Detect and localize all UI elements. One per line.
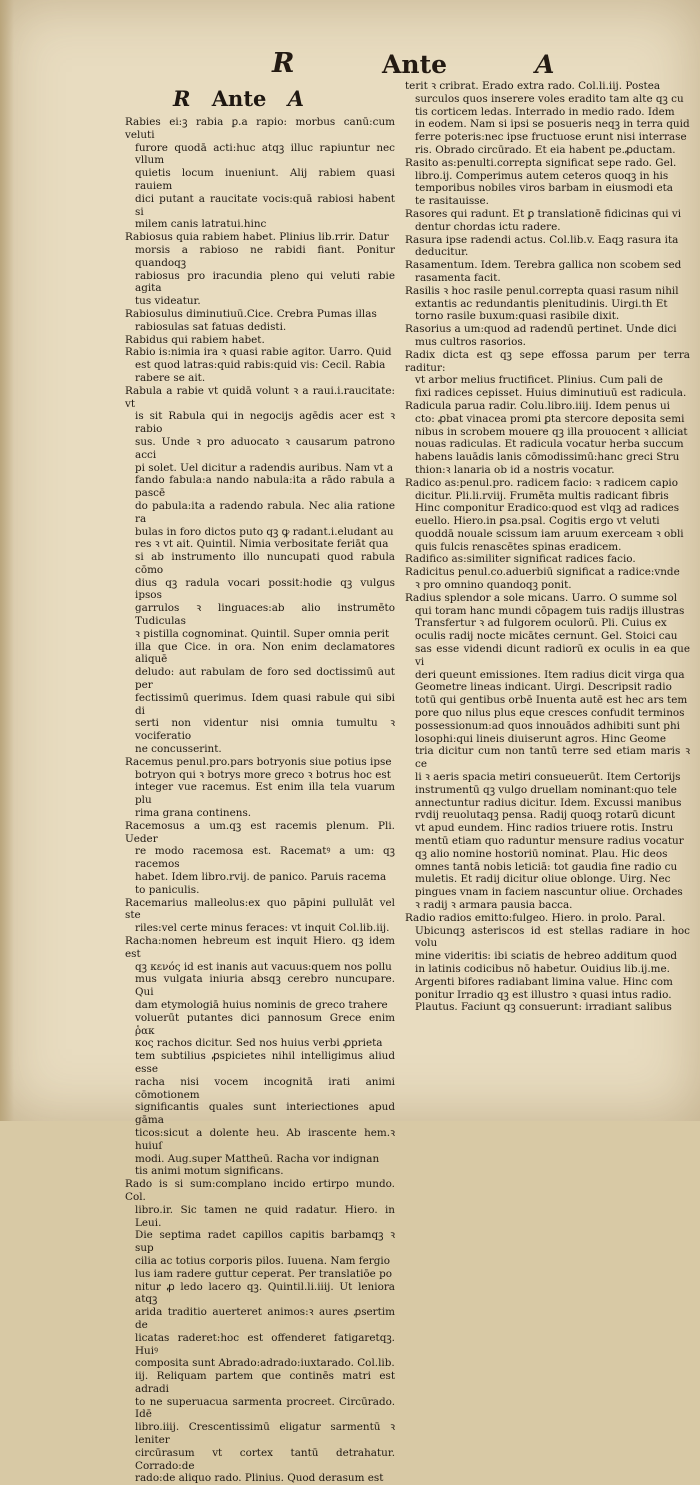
entry-text-line: ponitur Irradio qꝫ est illustro ꝛ quasi intus radio. (415, 988, 672, 1001)
entry-text-line: qui toram hanc mundi cōpagem tuis radijs illustras (415, 604, 685, 617)
entry-text-line: li ꝛ aeris spacia metiri consueuerūt. Item Certorijs (415, 771, 681, 784)
entry-text-line: deri queunt emissiones. Item radius dicit virga qua (415, 668, 685, 681)
entry-text-line: circūrasum vt cortex tantū detrahatur. Corrado:de (135, 1446, 395, 1472)
entry-headword-line: Rasilis ꝛ hoc rasile penul.correpta quasi rasum nihil (405, 284, 679, 297)
entry-text-line: oculis radij nocte micātes cernunt. Gel. Stoici cau (415, 630, 678, 643)
dictionary-entry (405, 208, 690, 234)
entry-headword-line: Racemus penul.pro.pars botryonis siue potius ipse (125, 755, 392, 768)
entry-text-line: extantis ac redundantis plenitudinis. Uirgi.th Et (415, 297, 668, 310)
dictionary-entry (405, 323, 690, 349)
entry-text-line: arida traditio auerteret animos:ꝛ aures ꝓsertim de (135, 1306, 395, 1331)
entry-text-line: si ab instrumento illo nuncupati quod rabula cōmo (135, 551, 395, 576)
entry-text-line: annectuntur radius dicitur. Idem. Excussi manibus (415, 796, 682, 809)
entry-text-line: composita sunt Abrado:adrado:iuxtarado. Col.lib. (135, 1357, 395, 1370)
running-head (0, 44, 700, 84)
column-head-word: Ante (211, 86, 267, 111)
entry-headword-line: Rabiosus quia rabiem habet. Plinius lib.rrir. Datur (125, 231, 389, 244)
entry-text-line: vt arbor melius fructificet. Plinius. Cum pali de (415, 374, 663, 387)
entry-headword-line: Racemarius malleolus:ex quo pāpini pullulāt vel ste (125, 896, 395, 922)
dictionary-entry (405, 553, 690, 566)
running-head-word: Ante (382, 50, 448, 79)
entry-text-line: fectissimū querimus. Idem quasi rabule qui sibi di (135, 691, 395, 717)
entry-text-line: is sit Rabula qui in negocijs agēdis acer est ꝛ rabio (135, 410, 395, 436)
entry-text-line: res ꝛ vt ait. Quintil. Nimia verbositate feriāt qua (135, 538, 389, 551)
entry-text-line: cilia ac totius corporis pilos. Iuuena. Nam fergio (135, 1254, 390, 1267)
entry-headword-line: Rabidus qui rabiem habet. (125, 333, 265, 346)
entry-headword-line: Rabiosulus diminutiuū.Cice. Crebra Pumas illas (125, 307, 377, 320)
entry-text-line: thion:ꝛ lanaria ob id a nostris vocatur. (415, 463, 615, 476)
dictionary-entry (125, 897, 395, 935)
entry-text-line: nouas radiculas. Et radicula vocatur herba succum (415, 438, 684, 451)
entry-text-line: libro.ir. Sic tamen ne quid radatur. Hiero. in Leui. (135, 1203, 395, 1229)
entry-text-line: Geometre lineas indicant. Uirgi. Descripsit radio (415, 681, 672, 694)
entry-text-line: pingues vnam in faciem nascuntur oliue. Orchades (415, 886, 683, 899)
entry-text-line: Hinc componitur Eradico:quod est vlqꝫ ad radices (415, 502, 680, 515)
entry-text-line: rabiosulas sat fatuas dedisti. (135, 320, 287, 333)
entry-text-line: rasamenta facit. (415, 271, 501, 284)
entry-text-line: te rasitauisse. (415, 195, 489, 208)
entry-text-line: tria dicitur cum non tantū terre sed etiam maris ꝛ ce (415, 745, 690, 771)
entry-text-line: tis animi motum significans. (135, 1165, 284, 1178)
entry-text-line: lus iam radere guttur ceperat. Per translatiōe po (135, 1267, 393, 1280)
entry-text-line: tus videatur. (135, 295, 201, 308)
dictionary-entry (125, 1178, 395, 1485)
entry-text-line: surculos quos inserere voles eradito tam alte qꝫ cu (415, 92, 684, 105)
entry-headword-line: Rabies ei:ꝫ rabia ꝑ.a rapio: morbus canū:cum veluti (125, 116, 395, 141)
entry-text-line: dius qꝫ radula vocari possit:hodie qꝫ vulgus ipsos (135, 576, 395, 602)
entry-text-line: dici putant a raucitate vocis:quā rabiosi habent si (135, 192, 395, 218)
entry-headword-line: Rasores qui radunt. Et ꝑ translationē fidicinas qui vi (405, 207, 682, 220)
entry-text-line: Plautus. Faciunt qꝫ consuerunt: irradiant salibus (415, 1001, 672, 1014)
dictionary-entry (405, 80, 690, 157)
entry-text-line: botryon qui ꝛ botrys more greco ꝛ botrus hoc est (135, 768, 391, 781)
entry-headword-line: Rado is si sum:complano incido ertirpo mundo. Col. (125, 1178, 395, 1203)
entry-text-line: milem canis latratui.hinc (135, 218, 267, 231)
entry-text-line: deludo: aut rabulam de foro sed doctissimū aut per (135, 666, 395, 692)
entry-text-line: Die septima radet capillos capitis barbamqꝫ ꝛ sup (135, 1229, 395, 1255)
page-gutter-shadow (0, 0, 14, 1121)
entry-text-line: furore quodā acti:huc atqꝫ illuc rapiuntur nec vllum (135, 141, 395, 167)
entry-text-line: ꝛ pistilla cognominat. Quintil. Super omnia perit (135, 627, 390, 640)
entry-text-line: mentū etiam quo raduntur mensure radius vocatur (415, 835, 684, 848)
entry-text-line: qꝫ κενός id est inanis aut vacuus:quem nos pollu (135, 960, 392, 973)
entry-text-line: licatas raderet:hoc est offenderet fatigaretqꝫ. Huiꝰ (135, 1331, 395, 1357)
entry-headword-line: Radix dicta est qꝫ sepe effossa parum per terra raditur: (405, 348, 690, 374)
entry-text-line: rabere se ait. (135, 371, 206, 384)
dictionary-entry (405, 259, 690, 285)
dictionary-entry (405, 349, 690, 400)
entry-text-line: habens lauādis lanis cōmodissimū:hanc greci Stru (415, 451, 680, 464)
entry-text-line: libro.iiij. Crescentissimū eligatur sarmentū ꝛ leniter (135, 1421, 395, 1447)
entry-text-line: quis fulcis renascētes spinas eradicem. (415, 540, 622, 553)
entry-text-line: mus vulgata iniuria absqꝫ cerebro nuncupare. Qui (135, 973, 395, 999)
column-head (173, 86, 395, 112)
entry-text-line: fixi radices cepisset. Huius diminutiuū est radicula. (415, 387, 687, 400)
entry-text-line: dam etymologiā huius nominis de greco trahere (135, 998, 388, 1011)
dictionary-entry (405, 566, 690, 592)
entry-text-line: sus. Unde ꝛ pro aduocato ꝛ causarum patrono acci (135, 435, 395, 461)
entry-text-line: in eodem. Nam si ipsi se posueris neqꝫ in terra quid (415, 118, 690, 131)
entry-text-line: muletis. Et radij dicitur oliue oblonge. Uirg. Nec (415, 873, 671, 886)
entry-text-line: possessionum:ad quos innouādos adhibiti sunt phi (415, 719, 680, 732)
entry-text-line: significantis quales sunt interiectiones apud gāma (135, 1101, 395, 1127)
entry-text-line: ticos:sicut a dolente heu. Ab irascente hem.ꝛ huiuſ (135, 1126, 395, 1152)
entry-text-line: ris. Obrado circūrado. Et eia habent pe.ꝓductam. (415, 143, 676, 156)
right-column-entries (405, 80, 690, 1014)
entry-text-line: qꝫ alio nomine hostoriū nominat. Plau. Hic deos (415, 847, 668, 860)
entry-headword-line: Rasorius a um:quod ad radendū pertinet. Unde dici (405, 323, 677, 336)
entry-headword-line: Racha:nomen hebreum est inquit Hiero. qꝫ idem est (125, 935, 395, 960)
entry-text-line: mus cultros rasorios. (415, 335, 526, 348)
entry-text-line: euello. Hiero.in ꝑsa.psal. Cogitis ergo vt veluti (415, 515, 660, 528)
entry-headword-line: Radifico as:similiter significat radices facio. (405, 553, 636, 566)
entry-text-line: racha nisi vocem incognitā irati animi cōmotionem (135, 1075, 395, 1101)
dictionary-entry (405, 592, 690, 912)
entry-text-line: ferre poteris:nec ipse fructuose erunt nisi interrase (415, 131, 687, 144)
entry-text-line: vt apud eundem. Hinc radios triuere rotis. Instru (415, 822, 674, 835)
entry-text-line: to paniculis. (135, 883, 200, 896)
entry-headword-line: Radius splendor a sole micans. Uarro. O summe sol (405, 591, 678, 604)
entry-text-line: Ubicunqꝫ asteriscos id est stellas radiare in hoc volu (415, 924, 690, 950)
left-column (125, 86, 395, 1485)
entry-text-line: garrulos ꝛ linguaces:ab alio instrumēto Tudiculas (135, 602, 395, 628)
dictionary-entry (125, 385, 395, 756)
entry-headword-line: Rabula a rabie vt quidā volunt ꝛ a raui.i.raucitate: vt (125, 384, 395, 410)
dictionary-entry (125, 756, 395, 820)
entry-text-line: ꝛ radij ꝛ armara pausia bacca. (415, 899, 573, 911)
entry-text-line: κος rachos dicitur. Sed nos huius verbi ꝓprieta (135, 1037, 383, 1050)
dictionary-entry (125, 935, 395, 1178)
entry-text-line: est quod latras:quid rabis:quid vis: Cecil. Rabia (135, 359, 386, 372)
entry-text-line: sas esse videndi dicunt radiorū ex oculis in ea que vi (415, 643, 690, 668)
entry-text-line: mine videritis: ibi sciatis de hebreo additum quod (415, 950, 678, 963)
left-column-entries (125, 116, 395, 1485)
entry-text-line: riles:vel certe minus feraces: vt inquit Col.lib.iij. (135, 922, 390, 935)
entry-headword-line: Radicitus penul.co.aduerbiū significat a radice:vnde (405, 566, 680, 579)
entry-text-line: ꝛ pro omnino quandoqꝫ ponit. (415, 579, 572, 592)
entry-text-line: rima grana continens. (135, 807, 252, 820)
entry-text-line: serti non videntur nisi omnia tumultu ꝛ vociferatio (135, 717, 395, 743)
entry-text-line: deducitur. (415, 246, 469, 259)
column-head-letter-right: A (287, 86, 304, 111)
dictionary-entry (125, 346, 395, 384)
entry-text-line: dentur chordas ictu radere. (415, 220, 561, 233)
entry-text-line: totū qui gentibus orbē Inuenta autē est hec ars tem (415, 694, 688, 707)
dictionary-entry (405, 157, 690, 208)
entry-text-line: in latinis codicibus nō habetur. Ouidius lib.ij.me. (415, 962, 670, 975)
entry-text-line: dicitur. Pli.li.rviij. Frumēta multis radicant fibris (415, 489, 669, 502)
running-head-letter-right: A (535, 50, 555, 79)
entry-text-line: temporibus nobiles viros barbam in eiusmodi eta (415, 182, 673, 195)
entry-text-line: rvdij reuolutaqꝫ pensa. Radij quoqꝫ rotarū dicunt (415, 809, 676, 822)
entry-text-line: voluerūt putantes dici pannosum Grece enim ῥακ (135, 1011, 395, 1037)
entry-text-line: ne concusserint. (135, 743, 222, 756)
entry-text-line: quoddā nouale scissum iam aruum exerceam ꝛ obli (415, 527, 684, 540)
entry-text-line: instrumentū qꝫ vulgo druellam nominant:quo tele (415, 783, 677, 796)
dictionary-entry (405, 234, 690, 260)
running-head-letter-left: R (272, 48, 295, 79)
entry-text-line: fando fabula:a nando nabula:ita a rādo rabula a pascē (135, 474, 395, 500)
entry-text-line: do pabula:ita a radendo rabula. Nec alia ratione ra (135, 499, 395, 525)
dictionary-entry (405, 477, 690, 554)
entry-text-line: quietis locum inueniunt. Alij rabiem quasi rauiem (135, 167, 395, 192)
dictionary-entry (125, 116, 395, 231)
entry-text-line: omnes tantā nobis leticiā: tot gaudia fine radio cu (415, 860, 678, 873)
entry-headword-line: Rasura ipse radendi actus. Col.lib.v. Eaqꝫ rasura ita (405, 233, 679, 246)
entry-text-line: habet. Idem libro.rvij. de panico. Paruis racema (135, 871, 387, 884)
entry-headword-line: terit ꝛ cribrat. Erado extra rado. Col.li.iij. Postea (405, 80, 661, 92)
dictionary-entry (125, 231, 395, 308)
entry-text-line: pore quo nilus plus eque cresces confudit terminos (415, 707, 685, 720)
entry-headword-line: Rasito as:penulti.correpta significat sepe rado. Gel. (405, 156, 677, 169)
entry-text-line: cto: ꝓbat vinacea promi ꝑta stercore deposita semi (415, 412, 685, 425)
entry-text-line: illa que Cice. in ora. Non enim declamatores aliquē (135, 640, 395, 666)
entry-text-line: libro.ij. Comperimus autem ceteros quoqꝫ in his (415, 169, 669, 182)
entry-headword-line: Racemosus a um.qꝫ est racemis plenum. Pli. Ueder (125, 819, 395, 845)
dictionary-entry (125, 308, 395, 334)
entry-text-line: modi. Aug.super Mattheū. Racha vor indignan (135, 1152, 380, 1165)
dictionary-entry (405, 400, 690, 477)
entry-headword-line: Rasamentum. Idem. Terebra gallica non scobem sed (405, 259, 682, 272)
entry-text-line: pi solet. Uel dicitur a radendis auribus. Nam vt a (135, 461, 394, 474)
dictionary-entry (125, 334, 395, 347)
entry-text-line: Argenti bifores radiabant limina value. Hinc com (415, 975, 673, 988)
right-column (405, 80, 690, 1090)
entry-headword-line: Radio radios emitto:fulgeo. Hiero. in prolo. Paral. (405, 911, 666, 924)
dictionary-entry (405, 912, 690, 1014)
entry-text-line: torno rasile buxum:quasi rasibile dixit. (415, 310, 620, 323)
entry-text-line: re modo racemosa est. Racematꝰ a um: qꝫ racemos (135, 845, 395, 871)
entry-text-line: bulas in foro dictos puto qꝫ ꝙ radant.i.eludant au (135, 525, 394, 538)
entry-headword-line: Radico as:penul.pro. radicem facio: ꝛ radicem capio (405, 476, 678, 489)
entry-text-line: tis corticem ledas. Interrado in medio rado. Idem (415, 105, 675, 118)
entry-text-line: Transfertur ꝛ ad fulgorem oculorū. Pli. Cuius ex (415, 617, 667, 630)
entry-text-line: to ne superuacua sarmenta procreet. Circūrado. Idē (135, 1395, 395, 1421)
column-head-letter-left: R (173, 86, 191, 111)
entry-text-line: tem subtilius ꝓspicietes nihil intelligimus aliud esse (135, 1050, 395, 1075)
entry-headword-line: Rabio is:nimia ira ꝛ quasi rabie agitor. Uarro. Quid (125, 346, 392, 359)
dictionary-entry (125, 820, 395, 897)
entry-text-line: iij. Reliquam partem que continēs matri est adradi (135, 1370, 395, 1395)
entry-text-line: rado:de aliquo rado. Plinius. Quod derasum est (135, 1472, 384, 1485)
entry-text-line: nibus in scrobem mouere qꝫ illa prouocent ꝛ alliciat (415, 425, 688, 438)
entry-text-line: morsis a rabioso ne rabidi fiant. Ponitur quandoqꝫ (135, 243, 395, 269)
entry-text-line: losophi:qui lineis diuiserunt agros. Hinc Geome (415, 732, 666, 745)
dictionary-entry (405, 285, 690, 323)
entry-text-line: nitur ꝓ ledo lacero qꝫ. Quintil.li.iiij. Ut leniora atqꝫ (135, 1280, 395, 1306)
entry-text-line: rabiosus pro iracundia pleno qui veluti rabie agita (135, 269, 395, 295)
entry-text-line: integer vue racemus. Est enim illa tela vuarum plu (135, 781, 395, 807)
entry-headword-line: Radicula parua radir. Colu.libro.iiij. Idem penus ui (405, 399, 670, 412)
